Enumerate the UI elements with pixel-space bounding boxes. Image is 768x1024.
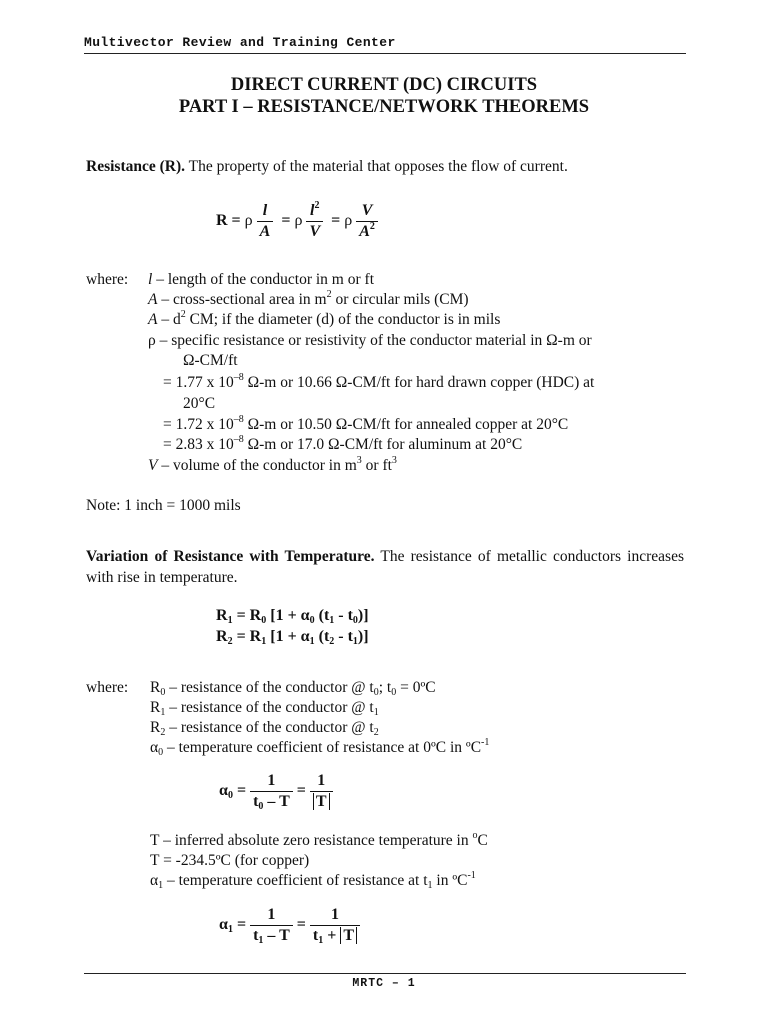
where-item: 20°C — [183, 395, 216, 412]
document-subtitle: PART I – RESISTANCE/NETWORK THEOREMS — [178, 97, 590, 117]
equation-r1: $R_1 = R_0$ [$1 + \alpha_0$ $(t_1 - t_0)$] — [216, 607, 369, 626]
where-item: = 2.83 x $10^{-8}$ Ω-m or 17.0 Ω-CM/ft for aluminum at 20°C — [163, 434, 523, 453]
where-item: l – length of the conductor in m or ft — [148, 271, 374, 288]
where-item: Ω-CM/ft — [183, 352, 238, 369]
where-item: $R_1$ – resistance of the conductor @ $t_1$ — [150, 699, 379, 718]
resistance-definition — [86, 157, 568, 177]
page-footer: MRTC – 1 — [352, 977, 416, 990]
resistance-term: Resistance (R). — [86, 158, 186, 175]
where-item: $\alpha_0$ – temperature coefficient of resistance at 0ºC in ºC$^{-1}$ — [150, 737, 490, 758]
where-item: $R_0$ – resistance of the conductor @ $t_0$; $t_0$ = 0ºC — [150, 679, 436, 698]
resistance-formula: R = ρ $\frac{l}{A}$ = ρ $\frac{l^2}{V}$ = ρ $\frac{V}{A^2}$ — [216, 202, 382, 241]
note: Note: 1 inch = 1000 mils — [86, 497, 241, 514]
equation-r2: $R_2 = R_1$ [$1 + \alpha_1$ $(t_2 - t_1)$] — [216, 628, 369, 647]
variation-definition — [86, 546, 684, 588]
header-rule — [84, 53, 686, 54]
resistance-definition-text: The property of the material that opposes the flow of current. — [188, 158, 568, 175]
alpha1-note: $\alpha_1$ – temperature coefficient of resistance at $t_1$ in ºC$^{-1}$ — [150, 870, 476, 891]
where-item: A – cross-sectional area in $m^2$ or circular mils (CM) — [148, 289, 469, 308]
running-header: Multivector Review and Training Center — [84, 35, 396, 50]
document-title: DIRECT CURRENT (DC) CIRCUITS — [230, 75, 538, 95]
footer-rule — [84, 973, 686, 974]
inferred-temp-note: T – inferred absolute zero resistance temperature in $^o$C — [150, 830, 488, 849]
variation-definition-text: The resistance of metallic conductors increases with rise in temperature. — [86, 548, 684, 586]
where-item: A – $d^2$ CM; if the diameter (d) of the conductor is in mils — [148, 309, 501, 328]
alpha1-formula: $\alpha_1$ = $\frac{1}{t_1 - T}$ = $\frac{1}{t_1 + T}$ — [219, 906, 364, 945]
where-item: = 1.77 x $10^{-8}$ Ω-m or 10.66 Ω-CM/ft for hard drawn copper (HDC) at — [163, 372, 595, 391]
where-item: = 1.72 x $10^{-8}$ Ω-m or 10.50 Ω-CM/ft for annealed copper at 20°C — [163, 414, 569, 433]
where-label: where: — [86, 271, 129, 288]
alpha0-formula: $\alpha_0$ = $\frac{1}{t_0 - T}$ = $\frac{1}{T}$ — [219, 772, 337, 811]
where-label: where: — [86, 679, 129, 696]
copper-temp-note: T = -234.5ºC (for copper) — [150, 852, 310, 869]
where-item: $R_2$ – resistance of the conductor @ $t_2$ — [150, 719, 379, 738]
where-item: V – volume of the conductor in $m^3$ or $ft^3$ — [148, 455, 397, 474]
variation-term: Variation of Resistance with Temperature. — [86, 548, 375, 565]
where-item: ρ – specific resistance or resistivity of the conductor material in Ω-m or — [148, 332, 592, 349]
